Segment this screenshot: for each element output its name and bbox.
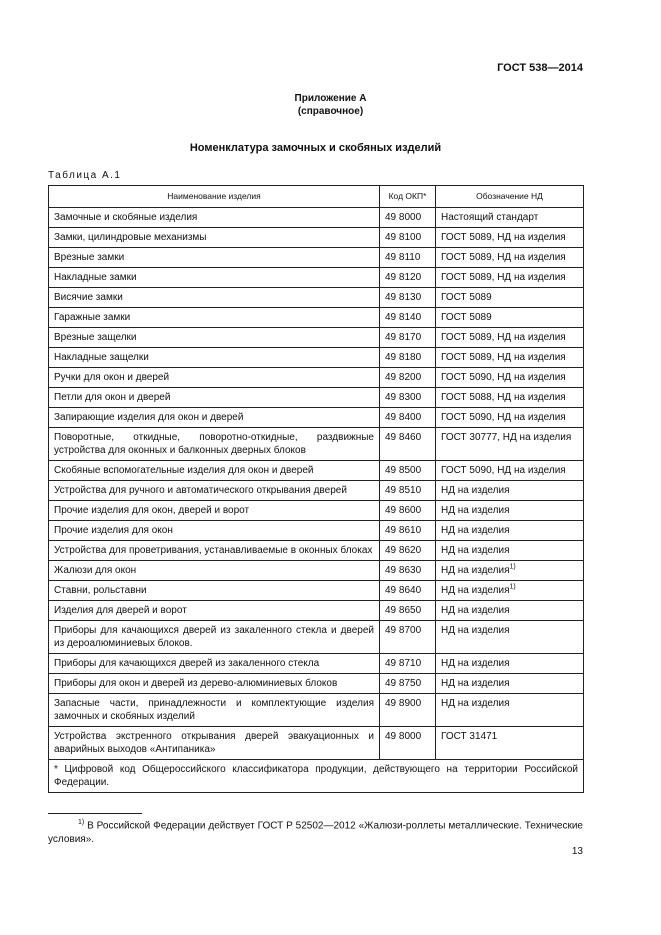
product-name-cell: Висячие замки bbox=[49, 288, 380, 308]
designation-text: ГОСТ 5089, НД на изделия bbox=[441, 352, 566, 363]
table-row bbox=[49, 621, 584, 654]
footnote-divider bbox=[48, 813, 142, 814]
designation-cell bbox=[436, 288, 584, 308]
okp-code-cell: 49 8140 bbox=[380, 308, 436, 328]
designation-cell bbox=[436, 654, 584, 674]
product-name-cell: Гаражные замки bbox=[49, 308, 380, 328]
designation-text: ГОСТ 5089, НД на изделия bbox=[441, 252, 566, 263]
designation-text: Настоящий стандарт bbox=[441, 212, 539, 223]
table-row bbox=[49, 727, 584, 760]
footnote bbox=[48, 816, 583, 847]
product-name-cell: Врезные замки bbox=[49, 248, 380, 268]
designation-cell bbox=[436, 368, 584, 388]
product-name-cell: Устройства для проветривания, устанавливаемые в оконных блоках bbox=[49, 541, 380, 561]
designation-text: ГОСТ 5089 bbox=[441, 312, 492, 323]
designation-text: ГОСТ 5090, НД на изделия bbox=[441, 412, 566, 423]
product-name-cell: Накладные замки bbox=[49, 268, 380, 288]
designation-cell bbox=[436, 428, 584, 461]
product-name-cell: Ручки для окон и дверей bbox=[49, 368, 380, 388]
designation-cell bbox=[436, 408, 584, 428]
designation-cell bbox=[436, 461, 584, 481]
okp-code-cell: 49 8120 bbox=[380, 268, 436, 288]
table-caption: Таблица А.1 bbox=[48, 170, 122, 181]
product-name-cell: Замочные и скобяные изделия bbox=[49, 208, 380, 228]
designation-cell bbox=[436, 308, 584, 328]
okp-code-cell: 49 8610 bbox=[380, 521, 436, 541]
appendix-subtitle: (справочное) bbox=[297, 106, 364, 117]
okp-code-cell: 49 8650 bbox=[380, 601, 436, 621]
designation-cell bbox=[436, 208, 584, 228]
table-row bbox=[49, 428, 584, 461]
designation-cell bbox=[436, 521, 584, 541]
table-row bbox=[49, 501, 584, 521]
column-header-name: Наименование изделия bbox=[49, 186, 380, 208]
footnote-reference: 1) bbox=[509, 563, 516, 571]
okp-code-cell: 49 8400 bbox=[380, 408, 436, 428]
designation-text: ГОСТ 31471 bbox=[441, 731, 498, 742]
table-row bbox=[49, 388, 584, 408]
table-note: * Цифровой код Общероссийского классификатора продукции, действующего на территории Российской Федерации. bbox=[49, 760, 584, 793]
table-row bbox=[49, 694, 584, 727]
product-name-cell: Изделия для дверей и ворот bbox=[49, 601, 380, 621]
product-name-cell: Скобяные вспомогательные изделия для окон и дверей bbox=[49, 461, 380, 481]
footnote-mark: 1) bbox=[78, 819, 85, 826]
table-row bbox=[49, 521, 584, 541]
designation-text: ГОСТ 5089, НД на изделия bbox=[441, 232, 566, 243]
okp-code-cell: 49 8900 bbox=[380, 694, 436, 727]
okp-code-cell: 49 8000 bbox=[380, 208, 436, 228]
table-row bbox=[49, 541, 584, 561]
product-name-cell: Замки, цилиндровые механизмы bbox=[49, 228, 380, 248]
product-name-cell: Приборы для окон и дверей из дерево-алюминиевых блоков bbox=[49, 674, 380, 694]
designation-text: НД на изделия bbox=[441, 698, 510, 709]
designation-text: НД на изделия bbox=[441, 605, 510, 616]
designation-cell bbox=[436, 348, 584, 368]
table-row bbox=[49, 561, 584, 581]
okp-code-cell: 49 8130 bbox=[380, 288, 436, 308]
table-body bbox=[49, 208, 584, 760]
designation-cell bbox=[436, 601, 584, 621]
designation-text: НД на изделия bbox=[441, 545, 510, 556]
product-name-cell: Запирающие изделия для окон и дверей bbox=[49, 408, 380, 428]
okp-code-cell: 49 8750 bbox=[380, 674, 436, 694]
nomenclature-table bbox=[48, 185, 584, 793]
standard-header: ГОСТ 538—2014 bbox=[497, 62, 583, 74]
okp-code-cell: 49 8000 bbox=[380, 727, 436, 760]
product-name-cell: Запасные части, принадлежности и комплектующие изделия замочных и скобяных изделий bbox=[49, 694, 380, 727]
designation-cell bbox=[436, 561, 584, 581]
designation-cell bbox=[436, 228, 584, 248]
designation-cell bbox=[436, 328, 584, 348]
product-name-cell: Врезные защелки bbox=[49, 328, 380, 348]
designation-text: ГОСТ 5088, НД на изделия bbox=[441, 392, 566, 403]
designation-text: ГОСТ 5089 bbox=[441, 292, 492, 303]
product-name-cell: Приборы для качающихся дверей из закаленного стекла и дверей из дероалюминиевых блоков. bbox=[49, 621, 380, 654]
designation-text: НД на изделия bbox=[441, 565, 510, 576]
designation-cell bbox=[436, 268, 584, 288]
designation-text: НД на изделия bbox=[441, 658, 510, 669]
table-row bbox=[49, 308, 584, 328]
designation-cell bbox=[436, 481, 584, 501]
designation-text: ГОСТ 5089, НД на изделия bbox=[441, 272, 566, 283]
designation-cell bbox=[436, 248, 584, 268]
okp-code-cell: 49 8710 bbox=[380, 654, 436, 674]
table-note-row bbox=[49, 760, 584, 793]
table-row bbox=[49, 461, 584, 481]
designation-text: ГОСТ 5090, НД на изделия bbox=[441, 465, 566, 476]
table-row bbox=[49, 328, 584, 348]
okp-code-cell: 49 8600 bbox=[380, 501, 436, 521]
designation-text: НД на изделия bbox=[441, 585, 510, 596]
table-row bbox=[49, 348, 584, 368]
designation-text: НД на изделия bbox=[441, 525, 510, 536]
product-name-cell: Устройства экстренного открывания дверей эвакуационных и аварийных выходов «Антипаника» bbox=[49, 727, 380, 760]
designation-text: ГОСТ 5089, НД на изделия bbox=[441, 332, 566, 343]
table-row bbox=[49, 481, 584, 501]
designation-cell bbox=[436, 581, 584, 601]
okp-code-cell: 49 8510 bbox=[380, 481, 436, 501]
product-name-cell: Поворотные, откидные, поворотно-откидные, раздвижные устройства для оконных и балконных дверных блоков bbox=[49, 428, 380, 461]
product-name-cell: Приборы для качающихся дверей из закаленного стекла bbox=[49, 654, 380, 674]
okp-code-cell: 49 8700 bbox=[380, 621, 436, 654]
designation-text: НД на изделия bbox=[441, 505, 510, 516]
designation-cell bbox=[436, 694, 584, 727]
table-row bbox=[49, 288, 584, 308]
designation-cell bbox=[436, 674, 584, 694]
designation-text: ГОСТ 5090, НД на изделия bbox=[441, 372, 566, 383]
okp-code-cell: 49 8110 bbox=[380, 248, 436, 268]
designation-text: НД на изделия bbox=[441, 625, 510, 636]
footnote-reference: 1) bbox=[509, 583, 516, 591]
okp-code-cell: 49 8500 bbox=[380, 461, 436, 481]
page-number: 13 bbox=[571, 846, 583, 857]
okp-code-cell: 49 8180 bbox=[380, 348, 436, 368]
okp-code-cell: 49 8630 bbox=[380, 561, 436, 581]
document-title: Номенклатура замочных и скобяных изделий bbox=[189, 142, 442, 154]
designation-text: НД на изделия bbox=[441, 678, 510, 689]
okp-code-cell: 49 8100 bbox=[380, 228, 436, 248]
designation-cell bbox=[436, 388, 584, 408]
product-name-cell: Устройства для ручного и автоматического открывания дверей bbox=[49, 481, 380, 501]
table-row bbox=[49, 654, 584, 674]
designation-text: НД на изделия bbox=[441, 485, 510, 496]
okp-code-cell: 49 8170 bbox=[380, 328, 436, 348]
okp-code-cell: 49 8640 bbox=[380, 581, 436, 601]
okp-code-cell: 49 8460 bbox=[380, 428, 436, 461]
footnote-text: В Российской Федерации действует ГОСТ Р 52502—2012 «Жалюзи-роллеты металлические. Технические условия». bbox=[48, 820, 583, 846]
okp-code-cell: 49 8300 bbox=[380, 388, 436, 408]
product-name-cell: Ставни, рольставни bbox=[49, 581, 380, 601]
designation-cell bbox=[436, 501, 584, 521]
product-name-cell: Жалюзи для окон bbox=[49, 561, 380, 581]
designation-text: ГОСТ 30777, НД на изделия bbox=[441, 432, 572, 443]
designation-cell bbox=[436, 621, 584, 654]
appendix-title: Приложение А bbox=[294, 93, 367, 104]
okp-code-cell: 49 8620 bbox=[380, 541, 436, 561]
table-row bbox=[49, 601, 584, 621]
column-header-code: Код ОКП* bbox=[380, 186, 436, 208]
table-header-row bbox=[49, 186, 584, 208]
product-name-cell: Петли для окон и дверей bbox=[49, 388, 380, 408]
product-name-cell: Накладные защелки bbox=[49, 348, 380, 368]
table-row bbox=[49, 268, 584, 288]
designation-cell bbox=[436, 727, 584, 760]
designation-cell bbox=[436, 541, 584, 561]
table-row bbox=[49, 248, 584, 268]
product-name-cell: Прочие изделия для окон bbox=[49, 521, 380, 541]
table-row bbox=[49, 581, 584, 601]
appendix-heading bbox=[0, 92, 661, 118]
column-header-designation: Обозначение НД bbox=[436, 186, 584, 208]
product-name-cell: Прочие изделия для окон, дверей и ворот bbox=[49, 501, 380, 521]
table-row bbox=[49, 408, 584, 428]
table-row bbox=[49, 674, 584, 694]
table-row bbox=[49, 208, 584, 228]
table-row bbox=[49, 368, 584, 388]
okp-code-cell: 49 8200 bbox=[380, 368, 436, 388]
table-row bbox=[49, 228, 584, 248]
